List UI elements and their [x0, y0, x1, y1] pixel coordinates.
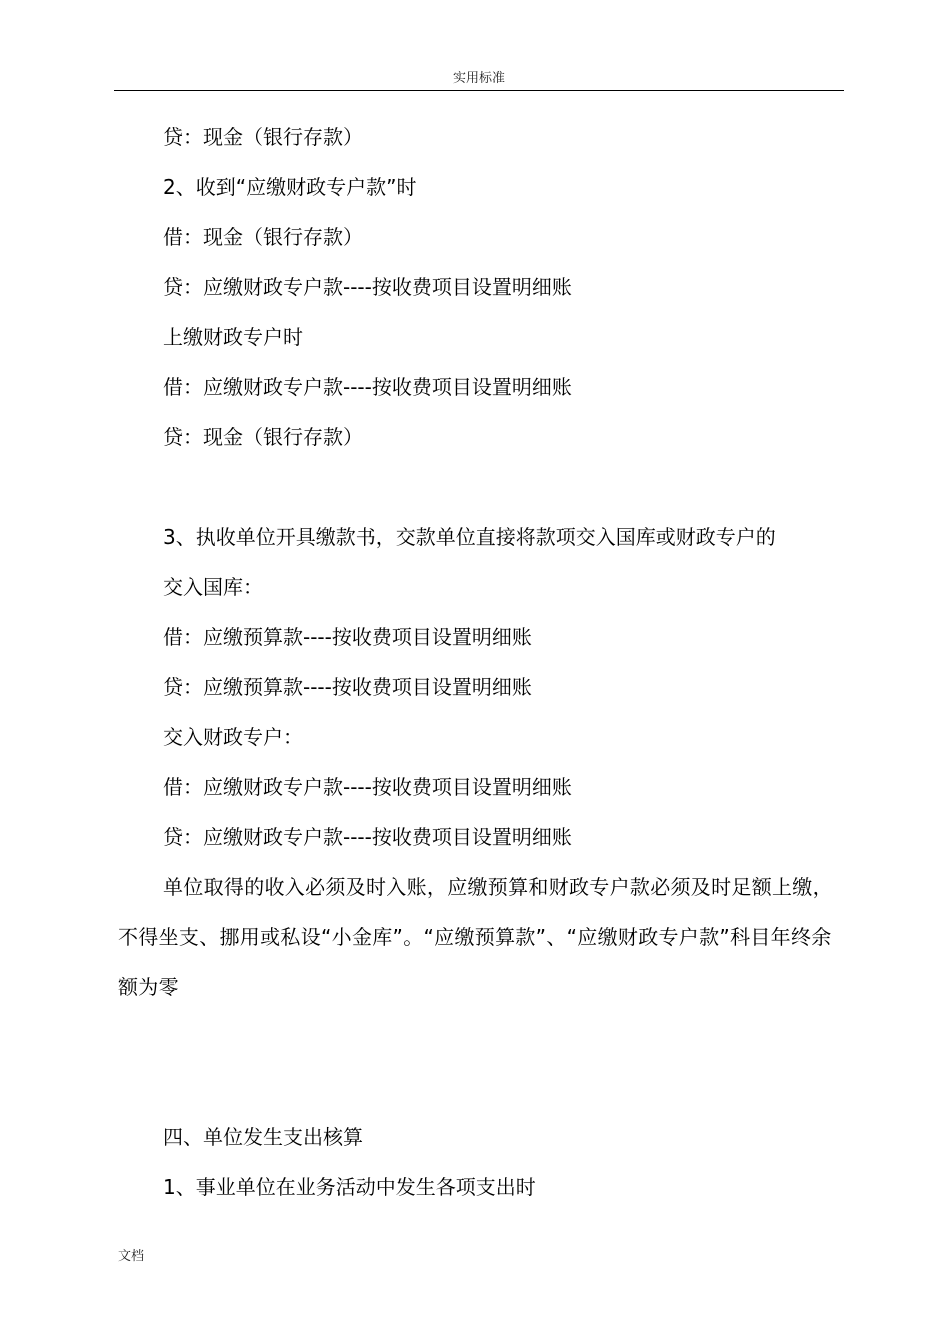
section-heading: 四、单位发生支出核算 — [163, 1125, 363, 1149]
entry-credit-fiscal-account: 贷：应缴财政专户款----按收费项目设置明细账 — [163, 275, 572, 299]
document-body — [118, 112, 844, 1212]
entry-credit-fiscal-account-2: 贷：应缴财政专户款----按收费项目设置明细账 — [163, 825, 572, 849]
entry-debit-fiscal-account-2: 借：应缴财政专户款----按收费项目设置明细账 — [163, 775, 572, 799]
entry-debit-cash: 借：现金（银行存款） — [163, 225, 363, 249]
item-2-heading: 2、收到“应缴财政专户款”时 — [163, 175, 417, 199]
section-item-1: 1、事业单位在业务活动中发生各项支出时 — [163, 1175, 536, 1199]
body-paragraph: 单位取得的收入必须及时入账，应缴预算和财政专户款必须及时足额上缴，不得坐支、挪用或私设“小金库”。“应缴预算款”、“应缴财政专户款”科目年终余额为零 — [118, 875, 833, 999]
subheading-fiscal-account: 交入财政专户： — [163, 725, 303, 749]
blank-line — [118, 462, 844, 512]
entry-debit-budget: 借：应缴预算款----按收费项目设置明细账 — [163, 625, 532, 649]
item-3-heading: 3、执收单位开具缴款书，交款单位直接将款项交入国库或财政专户的 — [163, 525, 776, 549]
page-header: 实用标准 — [114, 70, 844, 91]
entry-credit-cash: 贷：现金（银行存款） — [163, 125, 363, 149]
entry-credit-cash-2: 贷：现金（银行存款） — [163, 425, 363, 449]
subheading-treasury: 交入国库： — [163, 575, 263, 599]
subheading-remit-fiscal: 上缴财政专户时 — [163, 325, 303, 349]
entry-debit-fiscal-account: 借：应缴财政专户款----按收费项目设置明细账 — [163, 375, 572, 399]
page-footer: 文档 — [118, 1249, 145, 1264]
blank-lines — [118, 1012, 844, 1112]
entry-credit-budget: 贷：应缴预算款----按收费项目设置明细账 — [163, 675, 532, 699]
